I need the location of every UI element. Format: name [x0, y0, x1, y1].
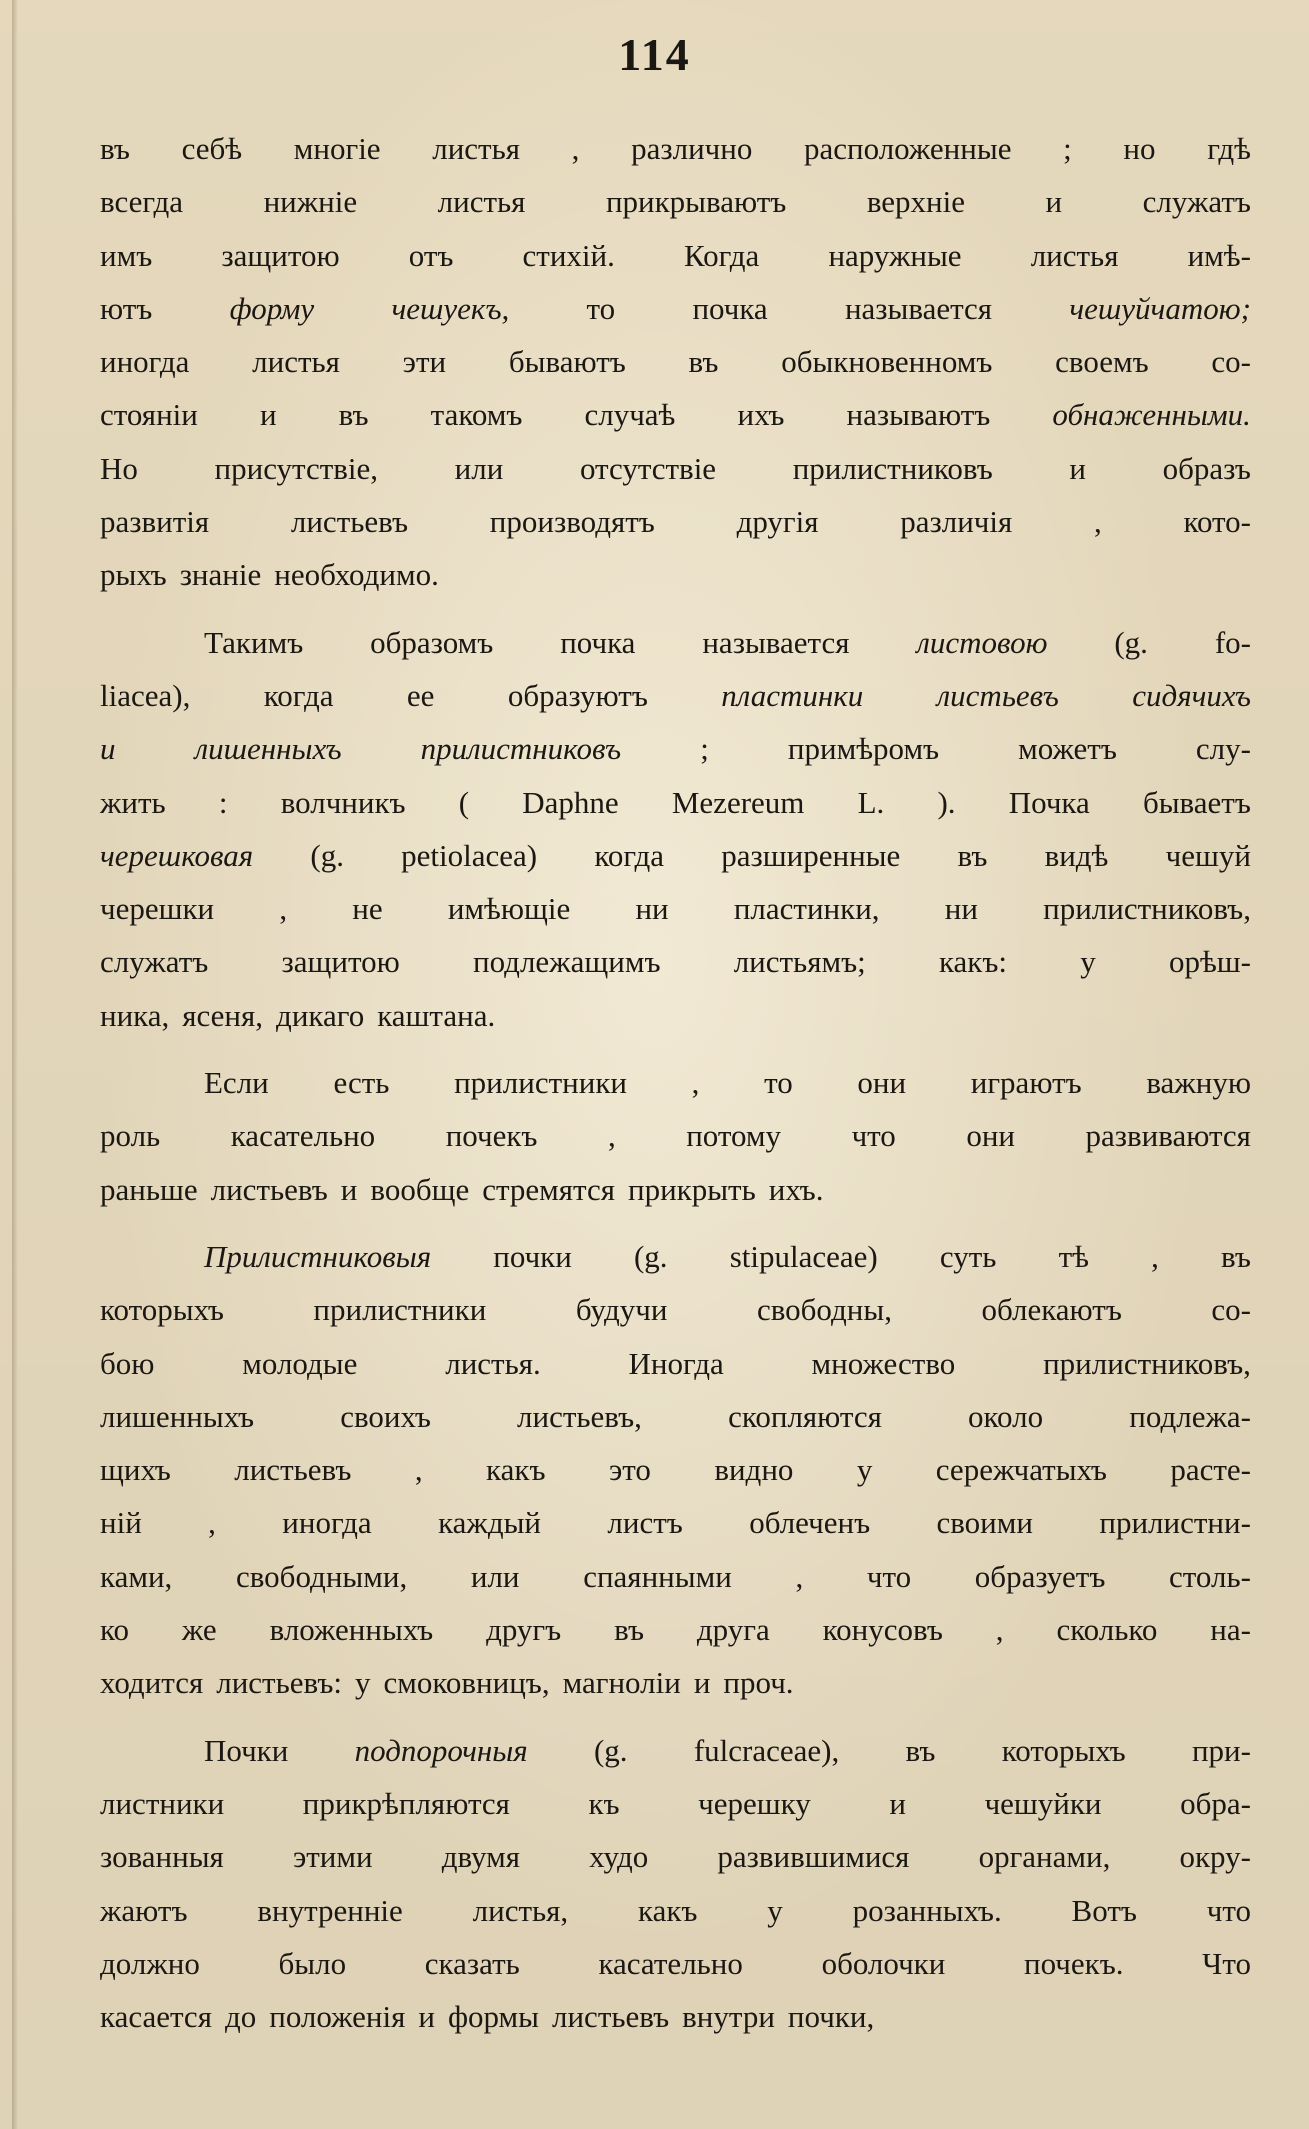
text-line: жаютъ внутренніе листья, какъ у розанныхъ. Вотъ что: [100, 1892, 1251, 1928]
text-line: Если есть прилистники , то они играютъ важную: [204, 1065, 1251, 1101]
text-line: Такимъ образомъ почка называется листовою (g. fo-: [204, 624, 1251, 660]
paragraph: [100, 1724, 1251, 2044]
text-line: liacea), когда ее образуютъ пластинки листьевъ сидячихъ: [100, 677, 1251, 713]
text-line: ній , иногда каждый листъ облеченъ своими прилистни-: [100, 1505, 1251, 1541]
paragraph: [100, 122, 1251, 602]
text-line: рыхъ знаніе необходимо.: [100, 557, 439, 593]
text-line: которыхъ прилистники будучи свободны, облекаютъ со-: [100, 1292, 1251, 1328]
text-line: бою молодые листья. Иногда множество прилистниковъ,: [100, 1345, 1251, 1381]
text-line: Но присутствіе, или отсутствіе прилистниковъ и образъ: [100, 450, 1251, 486]
page-number: 114: [618, 29, 691, 80]
text-line: всегда нижніе листья прикрываютъ верхніе и служатъ: [100, 184, 1251, 220]
text-line: лишенныхъ своихъ листьевъ, скопляются около подлежа-: [100, 1398, 1251, 1434]
text-line: черешки , не имѣющіе ни пластинки, ни прилистниковъ,: [100, 891, 1251, 927]
page-edge-shadow: [12, 0, 18, 2129]
text-line: ютъ форму чешуекъ, то почка называется чешуйчатою;: [100, 290, 1251, 326]
paragraph: [100, 616, 1251, 1042]
text-line: Почки подпорочныя (g. fulcraceae), въ которыхъ при-: [204, 1732, 1251, 1768]
text-line: имъ защитою отъ стихій. Когда наружные листья имѣ-: [100, 237, 1251, 273]
text-line: зованныя этими двумя худо развившимися органами, окру-: [100, 1839, 1251, 1875]
text-line: ника, ясеня, дикаго каштана.: [100, 997, 496, 1033]
paragraph: [100, 1230, 1251, 1710]
text-line: щихъ листьевъ , какъ это видно у сережчатыхъ расте-: [100, 1452, 1251, 1488]
text-line: черешковая (g. petiolacea) когда разширенные въ видѣ чешуй: [100, 837, 1251, 873]
text-line: служатъ защитою подлежащимъ листьямъ; какъ: у орѣш-: [100, 944, 1251, 980]
text-line: и лишенныхъ прилистниковъ ; примѣромъ можетъ слу-: [100, 731, 1251, 767]
paragraph: [100, 1056, 1251, 1216]
text-line: должно было сказать касательно оболочки почекъ. Что: [100, 1945, 1251, 1981]
text-line: развитія листьевъ производятъ другія различія , кото-: [100, 504, 1251, 540]
text-line: въ себѣ многіе листья , различно расположенные ; но гдѣ: [100, 131, 1251, 166]
text-line: жить : волчникъ ( Daphne Mezereum L. ). Почка бываетъ: [100, 784, 1251, 820]
text-line: раньше листьевъ и вообще стремятся прикрыть ихъ.: [100, 1171, 824, 1207]
text-line: ко же вложенныхъ другъ въ друга конусовъ , сколько на-: [100, 1612, 1251, 1648]
text-line: стояніи и въ такомъ случаѣ ихъ называютъ обнаженными.: [100, 397, 1251, 433]
body-text: [100, 122, 1251, 2043]
text-line: роль касательно почекъ , потому что они развиваются: [100, 1118, 1251, 1154]
text-line: касается до положенія и формы листьевъ внутри почки,: [100, 1999, 875, 2035]
text-line: ходится листьевъ: у смоковницъ, магноліи и проч.: [100, 1665, 794, 1701]
text-line: ками, свободными, или спаянными , что образуетъ столь-: [100, 1558, 1251, 1594]
text-line: листники прикрѣпляются къ черешку и чешуйки обра-: [100, 1785, 1251, 1821]
text-line: Прилистниковыя почки (g. stipulaceae) суть тѣ , въ: [204, 1238, 1251, 1274]
text-line: иногда листья эти бываютъ въ обыкновенномъ своемъ со-: [100, 344, 1251, 380]
